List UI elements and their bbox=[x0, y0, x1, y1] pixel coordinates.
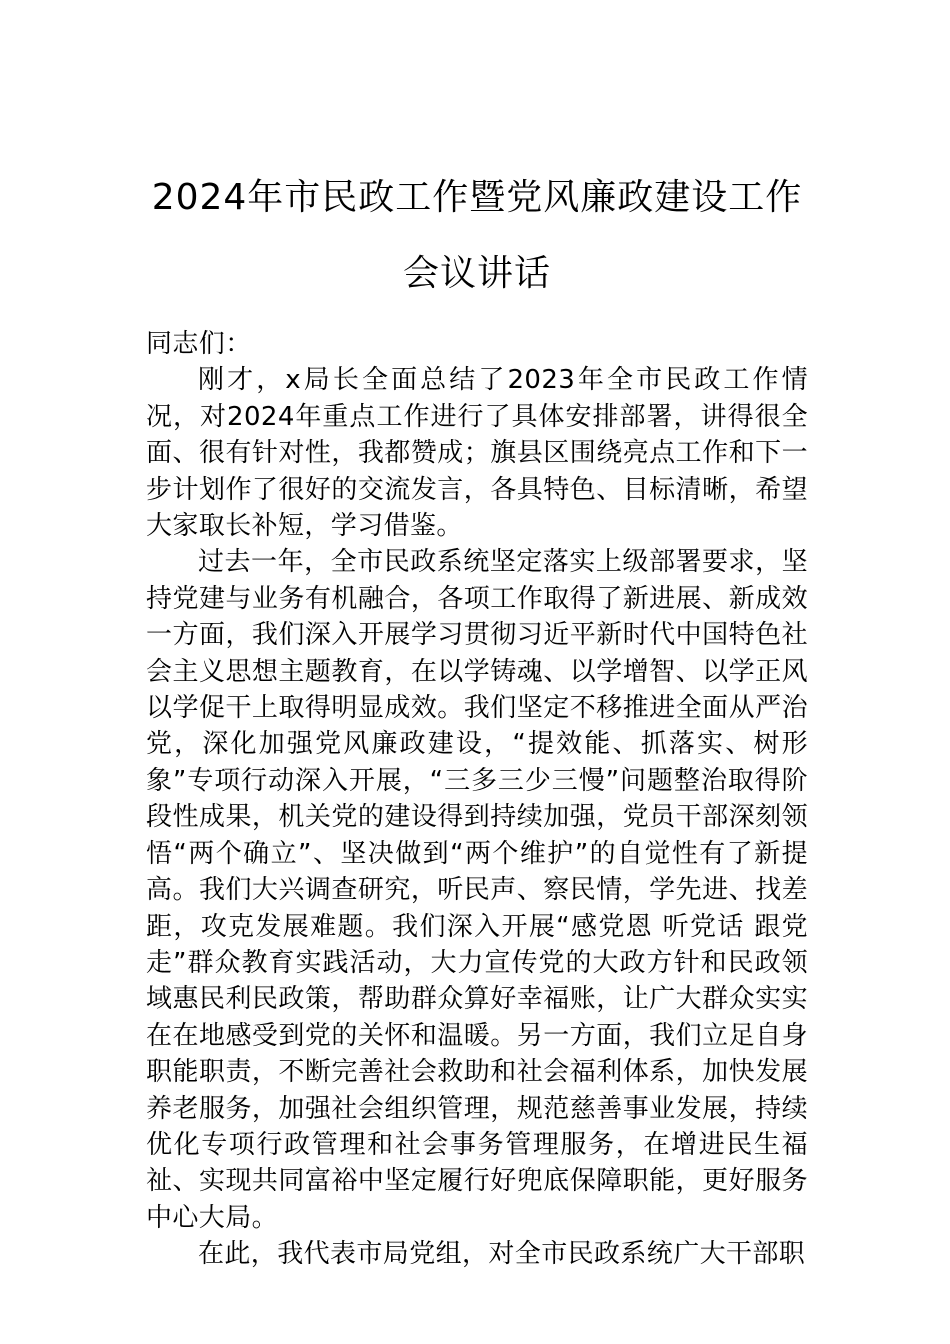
paragraph-2: 过去一年，全市民政系统坚定落实上级部署要求，坚持党建与业务有机融合，各项工作取得了新进展、新成效一方面，我们深入开展学习贯彻习近平新时代中国特色社会主义思想主题教育，在以学铸魂、以学增智、以学正风以学促干上取得明显成效。我们坚定不移推进全面从严治党，深化加强党风廉政建设，“提效能、抓落实、树形象”专项行动深入开展，“三多三少三慢”问题整治取得阶段性成果，机关党的建设得到持续加强，党员干部深刻领悟“两个确立”、坚决做到“两个维护”的自觉性有了新提高。我们大兴调查研究，听民声、察民情，学先进、找差距，攻克发展难题。我们深入开展“感党恩 听党话 跟党走”群众教育实践活动，大力宣传党的大政方针和民政领域惠民利民政策，帮助群众算好幸福账，让广大群众实实在在地感受到党的关怀和温暖。另一方面，我们立足自身职能职责，不断完善社会救助和社会福利体系，加快发展养老服务，加强社会组织管理，规范慈善事业发展，持续优化专项行政管理和社会事务管理服务，在增进民生福祉、实现共同富裕中坚定履行好兜底保障职能，更好服务中心大局。 bbox=[146, 547, 808, 1233]
document-title: 2024年市民政工作暨党风廉政建设工作会议讲话 bbox=[151, 177, 803, 294]
document-body bbox=[146, 326, 808, 1273]
paragraph-1: 刚才，x局长全面总结了2023年全市民政工作情况，对2024年重点工作进行了具体安排部署，讲得很全面、很有针对性，我都赞成；旗县区围绕亮点工作和下一步计划作了很好的交流发言，各具特色、目标清晰，希望大家取长补短，学习借鉴。 bbox=[146, 365, 808, 542]
paragraph-3: 在此，我代表市局党组，对全市民政系统广大干部职 bbox=[198, 1239, 806, 1270]
salutation: 同志们： bbox=[146, 329, 252, 359]
